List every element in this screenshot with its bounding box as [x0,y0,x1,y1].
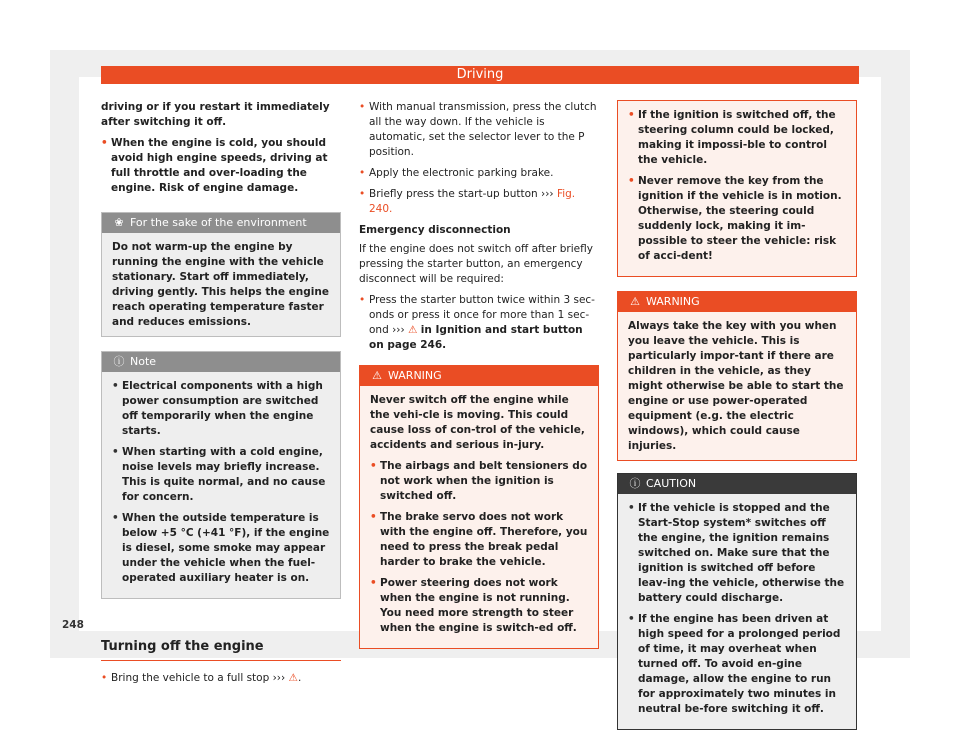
warning-item: • The brake servo does not work with the engine off. Therefore, you need to press the break pedal harder to brake the vehicle. [370,510,588,570]
page-number: 248 [62,619,84,631]
startup-bullet: • Briefly press the start-up button ››› Fig. 240. [359,187,599,217]
caution-icon: ⓘ [629,477,641,490]
cold-engine-bullet: • When the engine is cold, you should avoid high engine speeds, driving at full throttle and over-loading the engine. Risk of engine damage. [101,136,341,196]
note-item: • Electrical components with a high power consumption are switched off temporarily when the engine starts. [112,379,330,439]
warning-text: Always take the key with you when you leave the vehicle. This is particularly impor-tant if there are children in the vehicle, as they might otherwise be able to start the engine or use power-operated equipment (e.g. the electric windows), which could cause injuries. [628,320,844,452]
transmission-bullet: • With manual transmission, press the clutch all the way down. If the vehicle is automatic, set the selector lever to the P position. [359,100,599,160]
figure-link[interactable]: Fig. 240. [369,188,576,215]
warning-header: ⚠ WARNING [618,292,856,312]
caution-box [617,473,857,730]
environment-text: Do not warm-up the engine by running the engine with the vehicle stationary. Start off immediately, driving gently. This helps the engine reach operating temperature faster and reduces emissions. [112,241,329,328]
warning-box [617,291,857,461]
leaf-icon: ❀ [114,216,124,229]
note-item: • When the outside temperature is below +5 °C (+41 °F), if the engine is diesel, some smoke may appear under the vehicle when the fuel-operated auxiliary heater is on. [112,511,330,586]
environment-box [101,212,341,337]
caution-item: • If the vehicle is stopped and the Start-Stop system* switches off the engine, the ignition remains switched on. Make sure that the ignition is switched off before leav-ing the vehicle, otherwise the battery could discharge. [628,501,846,606]
warning-box [359,365,599,649]
parking-brake-bullet: • Apply the electronic parking brake. [359,166,599,181]
press-bullet: • Press the starter button twice within 3 sec-onds or press it once for more than 1 sec-ond ››› ⚠ in Ignition and start button on page 246. [359,293,599,353]
caution-header: ⓘ CAUTION [618,474,856,494]
environment-header: ❀ For the sake of the environment [102,213,340,233]
warning-icon: ⚠ [408,324,418,336]
warning-header: ⚠ WARNING [360,366,598,386]
intro-text: driving or if you restart it immediately after switching it off. [101,101,330,128]
warning-text: Never switch off the engine while the vehi-cle is moving. This could cause loss of con-trol of the vehicle, accidents and serious in-jury. [370,394,585,451]
warning-icon: ⚠ [372,369,382,382]
warning-item: • The airbags and belt tensioners do not work when the ignition is switched off. [370,459,588,504]
warning-icon: ⚠ [288,672,298,684]
emergency-text: If the engine does not switch off after briefly pressing the starter button, an emergency disconnect will be required: [359,243,593,285]
note-header: ⓘ Note [102,352,340,372]
warning-item: • If the ignition is switched off, the steering column could be locked, making it impossi-ble to control the vehicle. [628,108,846,168]
chapter-header: Driving [101,66,859,84]
note-item: • When starting with a cold engine, noise levels may briefly increase. This is quite normal, and no cause for concern. [112,445,330,505]
page-reference[interactable]: in Ignition and start button on page 246. [369,324,583,351]
info-icon: ⓘ [113,355,125,368]
column-3 [617,100,857,730]
emergency-title: Emergency disconnection [359,224,511,236]
section-title: Turning off the engine [101,609,341,661]
warning-item: • Power steering does not work when the engine is not running. You need more strength to steer when the engine is switch-ed off. [370,576,588,636]
note-box [101,351,341,599]
column-1 [101,100,341,692]
full-stop-bullet: • Bring the vehicle to a full stop ››› ⚠. [101,671,341,686]
caution-item: • If the engine has been driven at high speed for a prolonged period of time, it may overheat when turned off. To avoid en-gine damage, allow the engine to run for approximately two minutes in neutral be-fore switching it off. [628,612,846,717]
warning-icon: ⚠ [630,295,640,308]
column-2 [359,100,599,659]
warning-continued-box [617,100,857,277]
warning-item: • Never remove the key from the ignition if the vehicle is in motion. Otherwise, the steering could suddenly lock, making it im-possible to steer the vehicle: risk of acci-dent! [628,174,846,264]
